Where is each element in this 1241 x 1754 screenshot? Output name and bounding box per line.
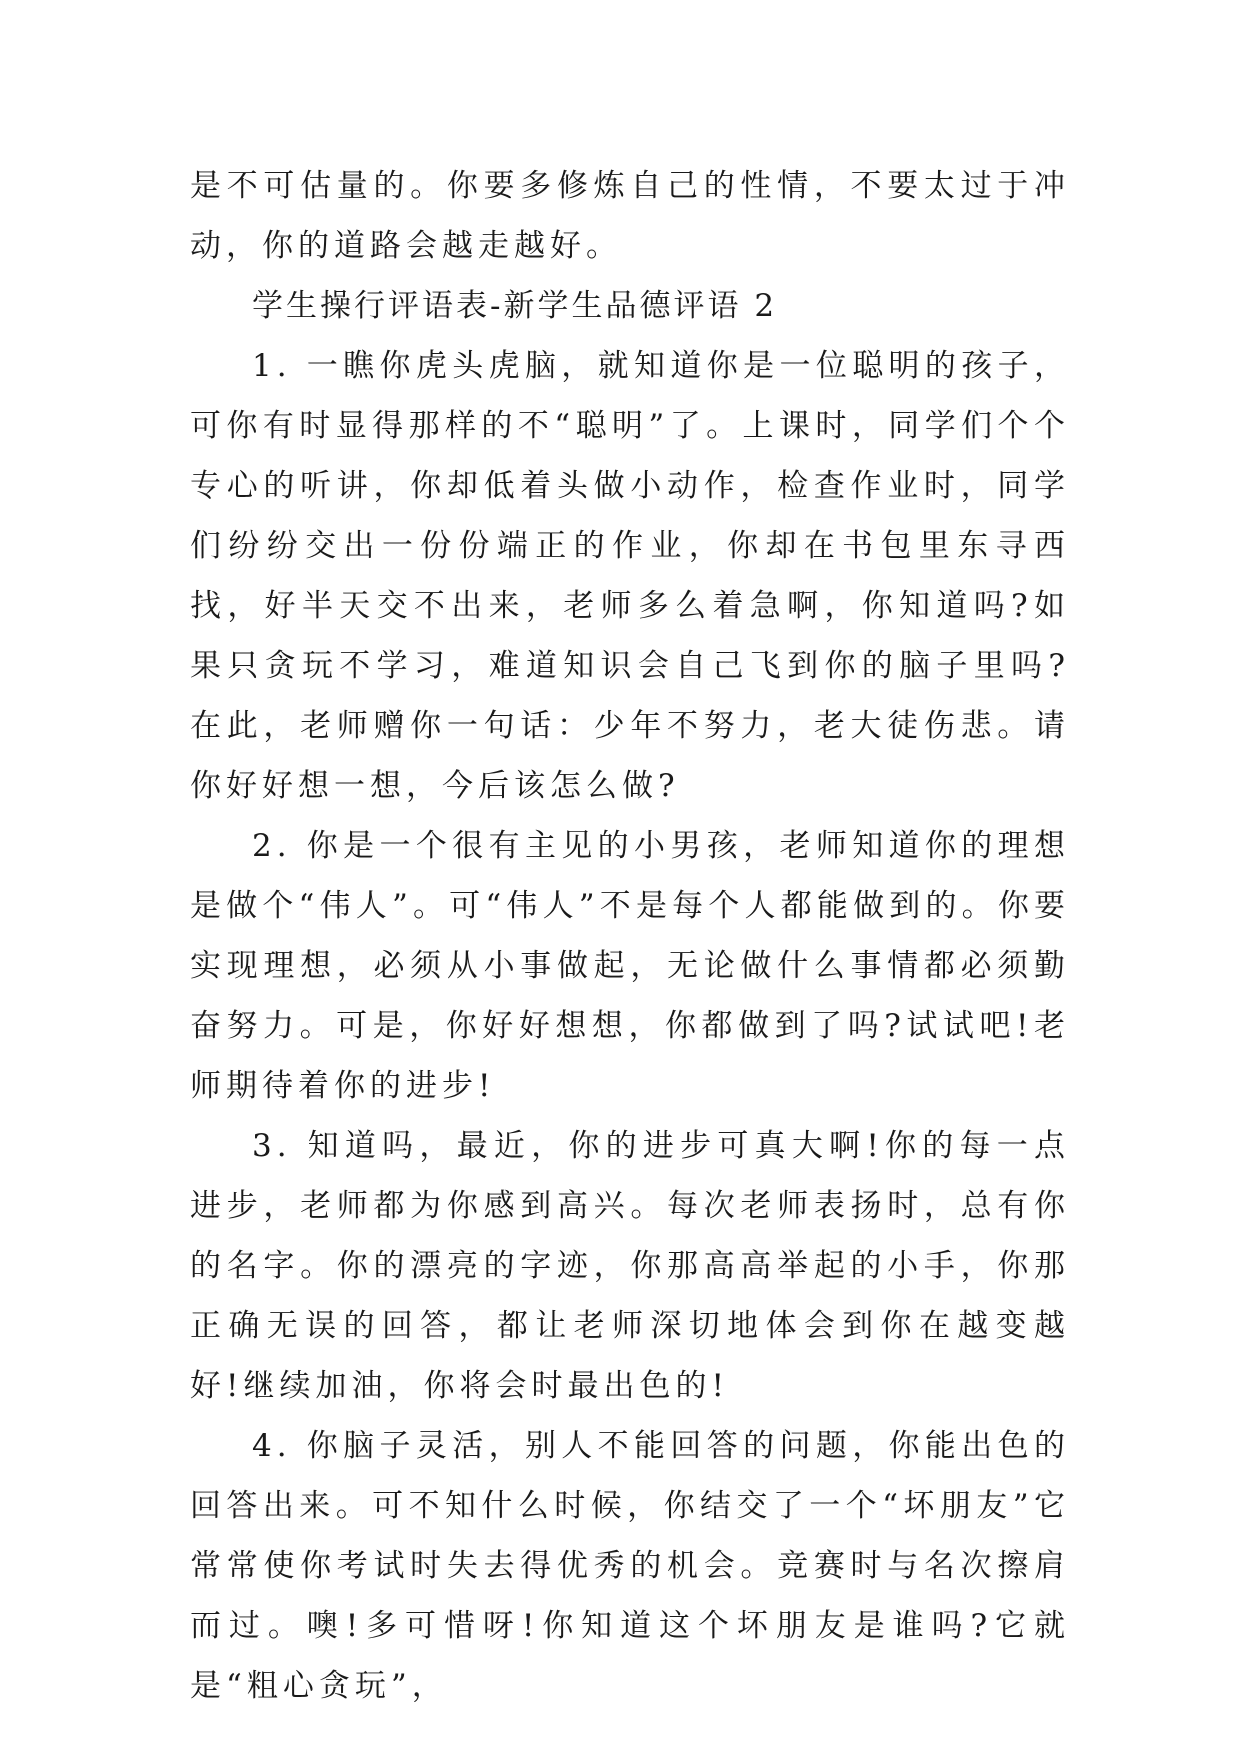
comment-paragraph-4: 4. 你脑子灵活，别人不能回答的问题，你能出色的回答出来。可不知什么时候，你结交了一个“坏朋友”它常常使你考试时失去得优秀的机会。竞赛时与名次擦肩而过。噢!多可惜呀!你知道这个坏朋友是谁吗?它就是“粗心贪玩”， <box>190 1428 1070 1704</box>
comment-paragraph-3: 3. 知道吗，最近，你的进步可真大啊!你的每一点进步，老师都为你感到高兴。每次老师表扬时，总有你的名字。你的漂亮的字迹，你那高高举起的小手，你那正确无误的回答，都让老师深切地体会到你在越变越好!继续加油，你将会时最出色的! <box>190 1128 1070 1404</box>
comment-paragraph-1: 1. 一瞧你虎头虎脑，就知道你是一位聪明的孩子，可你有时显得那样的不“聪明”了。上课时，同学们个个专心的听讲，你却低着头做小动作，检查作业时，同学们纷纷交出一份份端正的作业，你却在书包里东寻西找，好半天交不出来，老师多么着急啊，你知道吗?如果只贪玩不学习，难道知识会自己飞到你的脑子里吗?在此，老师赠你一句话：少年不努力，老大徒伤悲。请你好好想一想，今后该怎么做? <box>190 348 1070 804</box>
comment-paragraph-2: 2. 你是一个很有主见的小男孩，老师知道你的理想是做个“伟人”。可“伟人”不是每个人都能做到的。你要实现理想，必须从小事做起，无论做什么事情都必须勤奋努力。可是，你好好想想，你都做到了吗?试试吧!老师期待着你的进步! <box>190 828 1070 1104</box>
document-body <box>190 156 1070 1716</box>
paragraph-continuation: 是不可估量的。你要多修炼自己的性情，不要太过于冲动，你的道路会越走越好。 <box>190 168 1070 264</box>
section-heading: 学生操行评语表-新学生品德评语 2 <box>252 288 778 324</box>
